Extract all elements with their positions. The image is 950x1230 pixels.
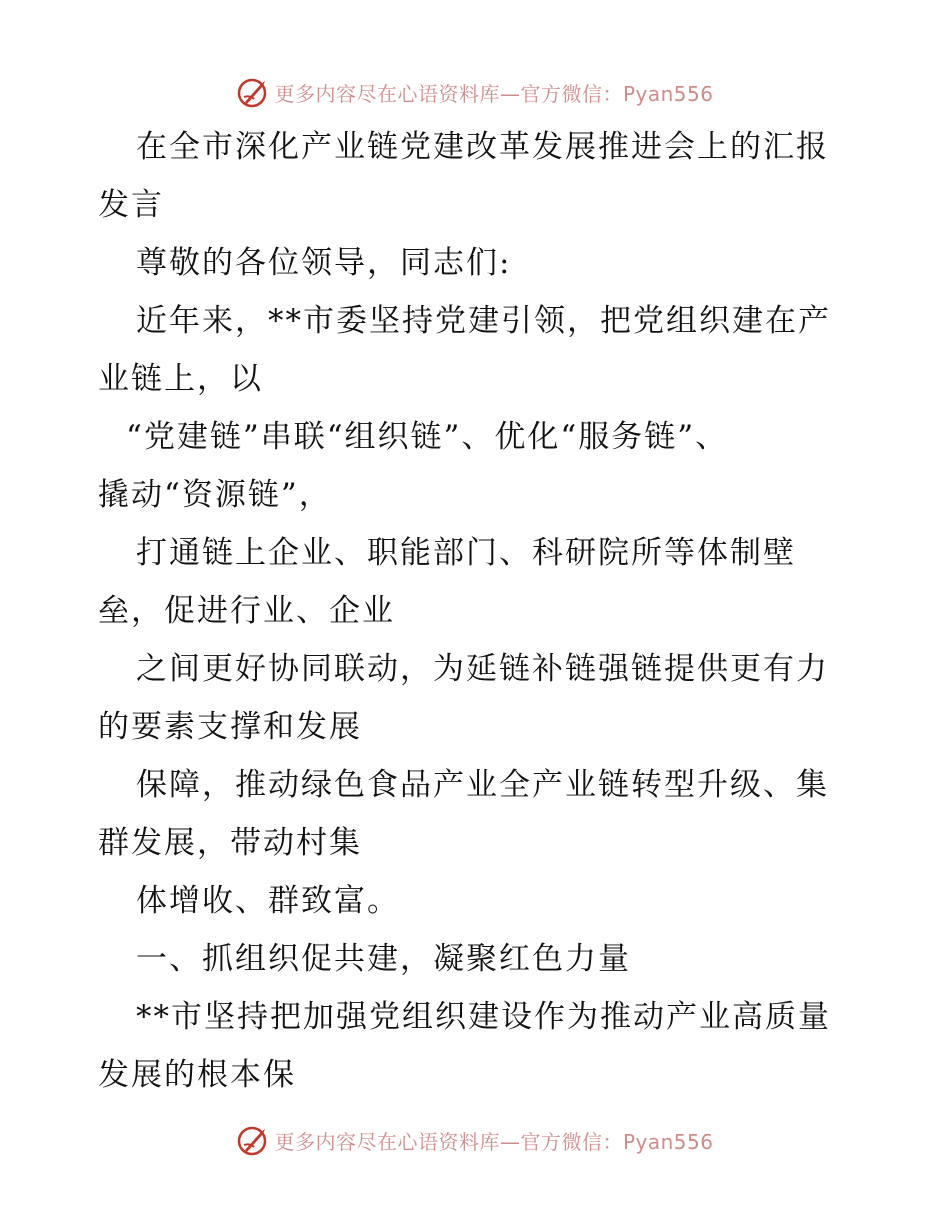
paragraph-line: 群发展，带动村集 <box>98 825 362 861</box>
watermark-banner-top <box>0 72 950 112</box>
paragraph-line: 撬动“资源链”， <box>98 477 332 513</box>
title-line-2: 发言 <box>98 187 164 223</box>
paragraph-line: 保障，推动绿色食品产业全产业链转型升级、集 <box>136 767 829 803</box>
paragraph-line: 之间更好协同联动，为延链补链强链提供更有力 <box>136 651 829 687</box>
paragraph-line: 垒，促进行业、企业 <box>98 593 395 629</box>
paragraph-line: 体增收、群致富。 <box>136 883 400 919</box>
watermark-text: 更多内容尽在心语资料库—官方微信：Pyan556 <box>274 81 714 106</box>
document-body <box>98 118 858 1104</box>
pen-logo-icon <box>236 1123 270 1157</box>
paragraph-line: 的要素支撑和发展 <box>98 709 362 745</box>
paragraph-line: 业链上，以 <box>98 361 263 397</box>
paragraph-line: 近年来，**市委坚持党建引领，把党组织建在产 <box>136 303 831 339</box>
paragraph-line: **市坚持把加强党组织建设作为推动产业高质量 <box>136 999 831 1035</box>
paragraph-line: 发展的根本保 <box>98 1057 296 1093</box>
section-heading: 一、抓组织促共建，凝聚红色力量 <box>136 941 631 977</box>
pen-logo-icon <box>236 75 270 109</box>
salutation: 尊敬的各位领导，同志们: <box>136 245 512 281</box>
title-line-1: 在全市深化产业链党建改革发展推进会上的汇报 <box>136 129 829 165</box>
watermark-banner-bottom <box>0 1120 950 1160</box>
paragraph-line: “党建链”串联“组织链”、优化“服务链”、 <box>126 419 729 455</box>
watermark-text: 更多内容尽在心语资料库—官方微信：Pyan556 <box>274 1129 714 1154</box>
paragraph-line: 打通链上企业、职能部门、科研院所等体制壁 <box>136 535 796 571</box>
